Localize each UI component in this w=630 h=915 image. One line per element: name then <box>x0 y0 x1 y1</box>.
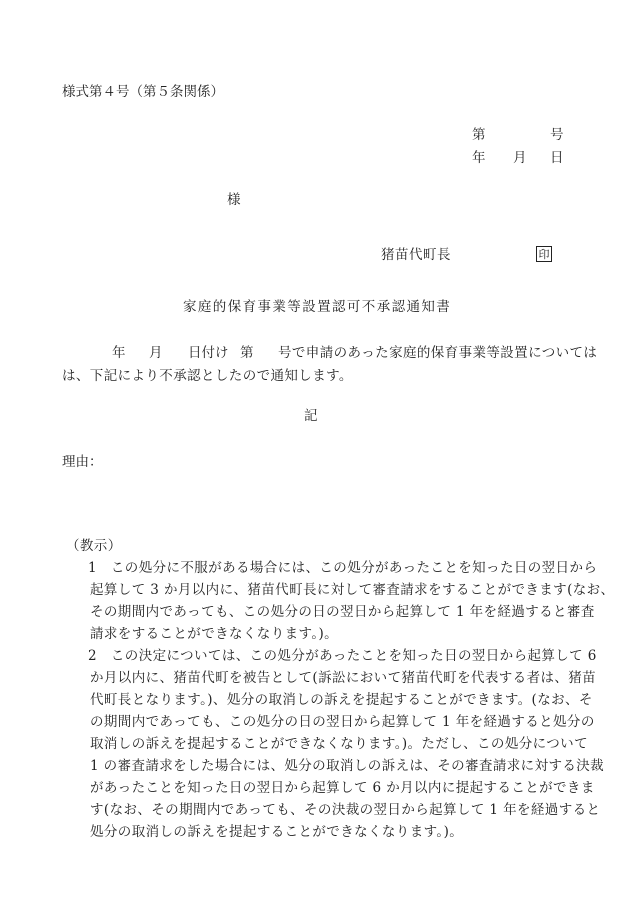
instruction-line: があったことを知った日の翌日から起算して 6 か月以内に提起することができま <box>90 780 595 796</box>
date-month: 月 <box>513 150 527 166</box>
body-line1-rest: 号で申請のあった家庭的保育事業等設置については <box>278 345 598 361</box>
date-day: 日 <box>550 150 564 166</box>
issuer: 猪苗代町長 <box>381 247 451 263</box>
instruction-line: 請求をすることができなくなります。)。 <box>90 626 339 642</box>
form-label: 様式第４号（第５条関係） <box>62 84 224 100</box>
document-title: 家庭的保育事業等設置認可不承認通知書 <box>183 299 452 315</box>
date-year: 年 <box>472 150 486 166</box>
reason-label: 理由： <box>62 454 103 470</box>
instruction-line: 処分の取消しの訴えを提起することができなくなります。)。 <box>90 824 464 840</box>
seal-mark: 印 <box>536 246 552 262</box>
body-line2: は、下記により不承認としたので通知します。 <box>62 368 353 384</box>
instruction-line: 1 この処分に不服がある場合には、この処分があったことを知った日の翌日から <box>88 560 598 576</box>
addressee-suffix: 様 <box>227 192 241 208</box>
instruction-line: 取消しの訴えを提起することができなくなります。)。ただし、この処分について <box>90 736 588 752</box>
instruction-line: 1 の審査請求をした場合には、処分の取消しの訴えは、その審査請求に対する決裁 <box>90 758 605 774</box>
body-year: 年 <box>112 345 126 361</box>
body-dai: 第 <box>240 345 254 361</box>
body-month: 月 <box>149 345 163 361</box>
instruction-line: 2 この決定については、この処分があったことを知った日の翌日から起算して 6 <box>88 648 597 664</box>
number-dai: 第 <box>472 127 486 143</box>
instruction-line: その期間内であっても、この処分の日の翌日から起算して 1 年を経過すると審査 <box>90 604 595 620</box>
instruction-line: の期間内であっても、この処分の日の翌日から起算して 1 年を経過すると処分の <box>90 714 595 730</box>
instruction-line: か月以内に、猪苗代町を被告として(訴訟において猪苗代町を代表する者は、猪苗 <box>90 670 597 686</box>
body-date-suffix: 日付け <box>188 345 229 361</box>
instructions-heading: （教示） <box>66 538 122 554</box>
instruction-line: 起算して 3 か月以内に、猪苗代町長に対して審査請求をすることができます(なお、 <box>90 582 615 598</box>
instruction-line: す(なお、その期間内であっても、その決裁の翌日から起算して 1 年を経過すると <box>90 802 601 818</box>
instruction-line: 代町長となります。)、処分の取消しの訴えを提起することができます。(なお、そ <box>90 692 593 708</box>
ki-label: 記 <box>304 408 318 424</box>
number-go: 号 <box>550 127 564 143</box>
